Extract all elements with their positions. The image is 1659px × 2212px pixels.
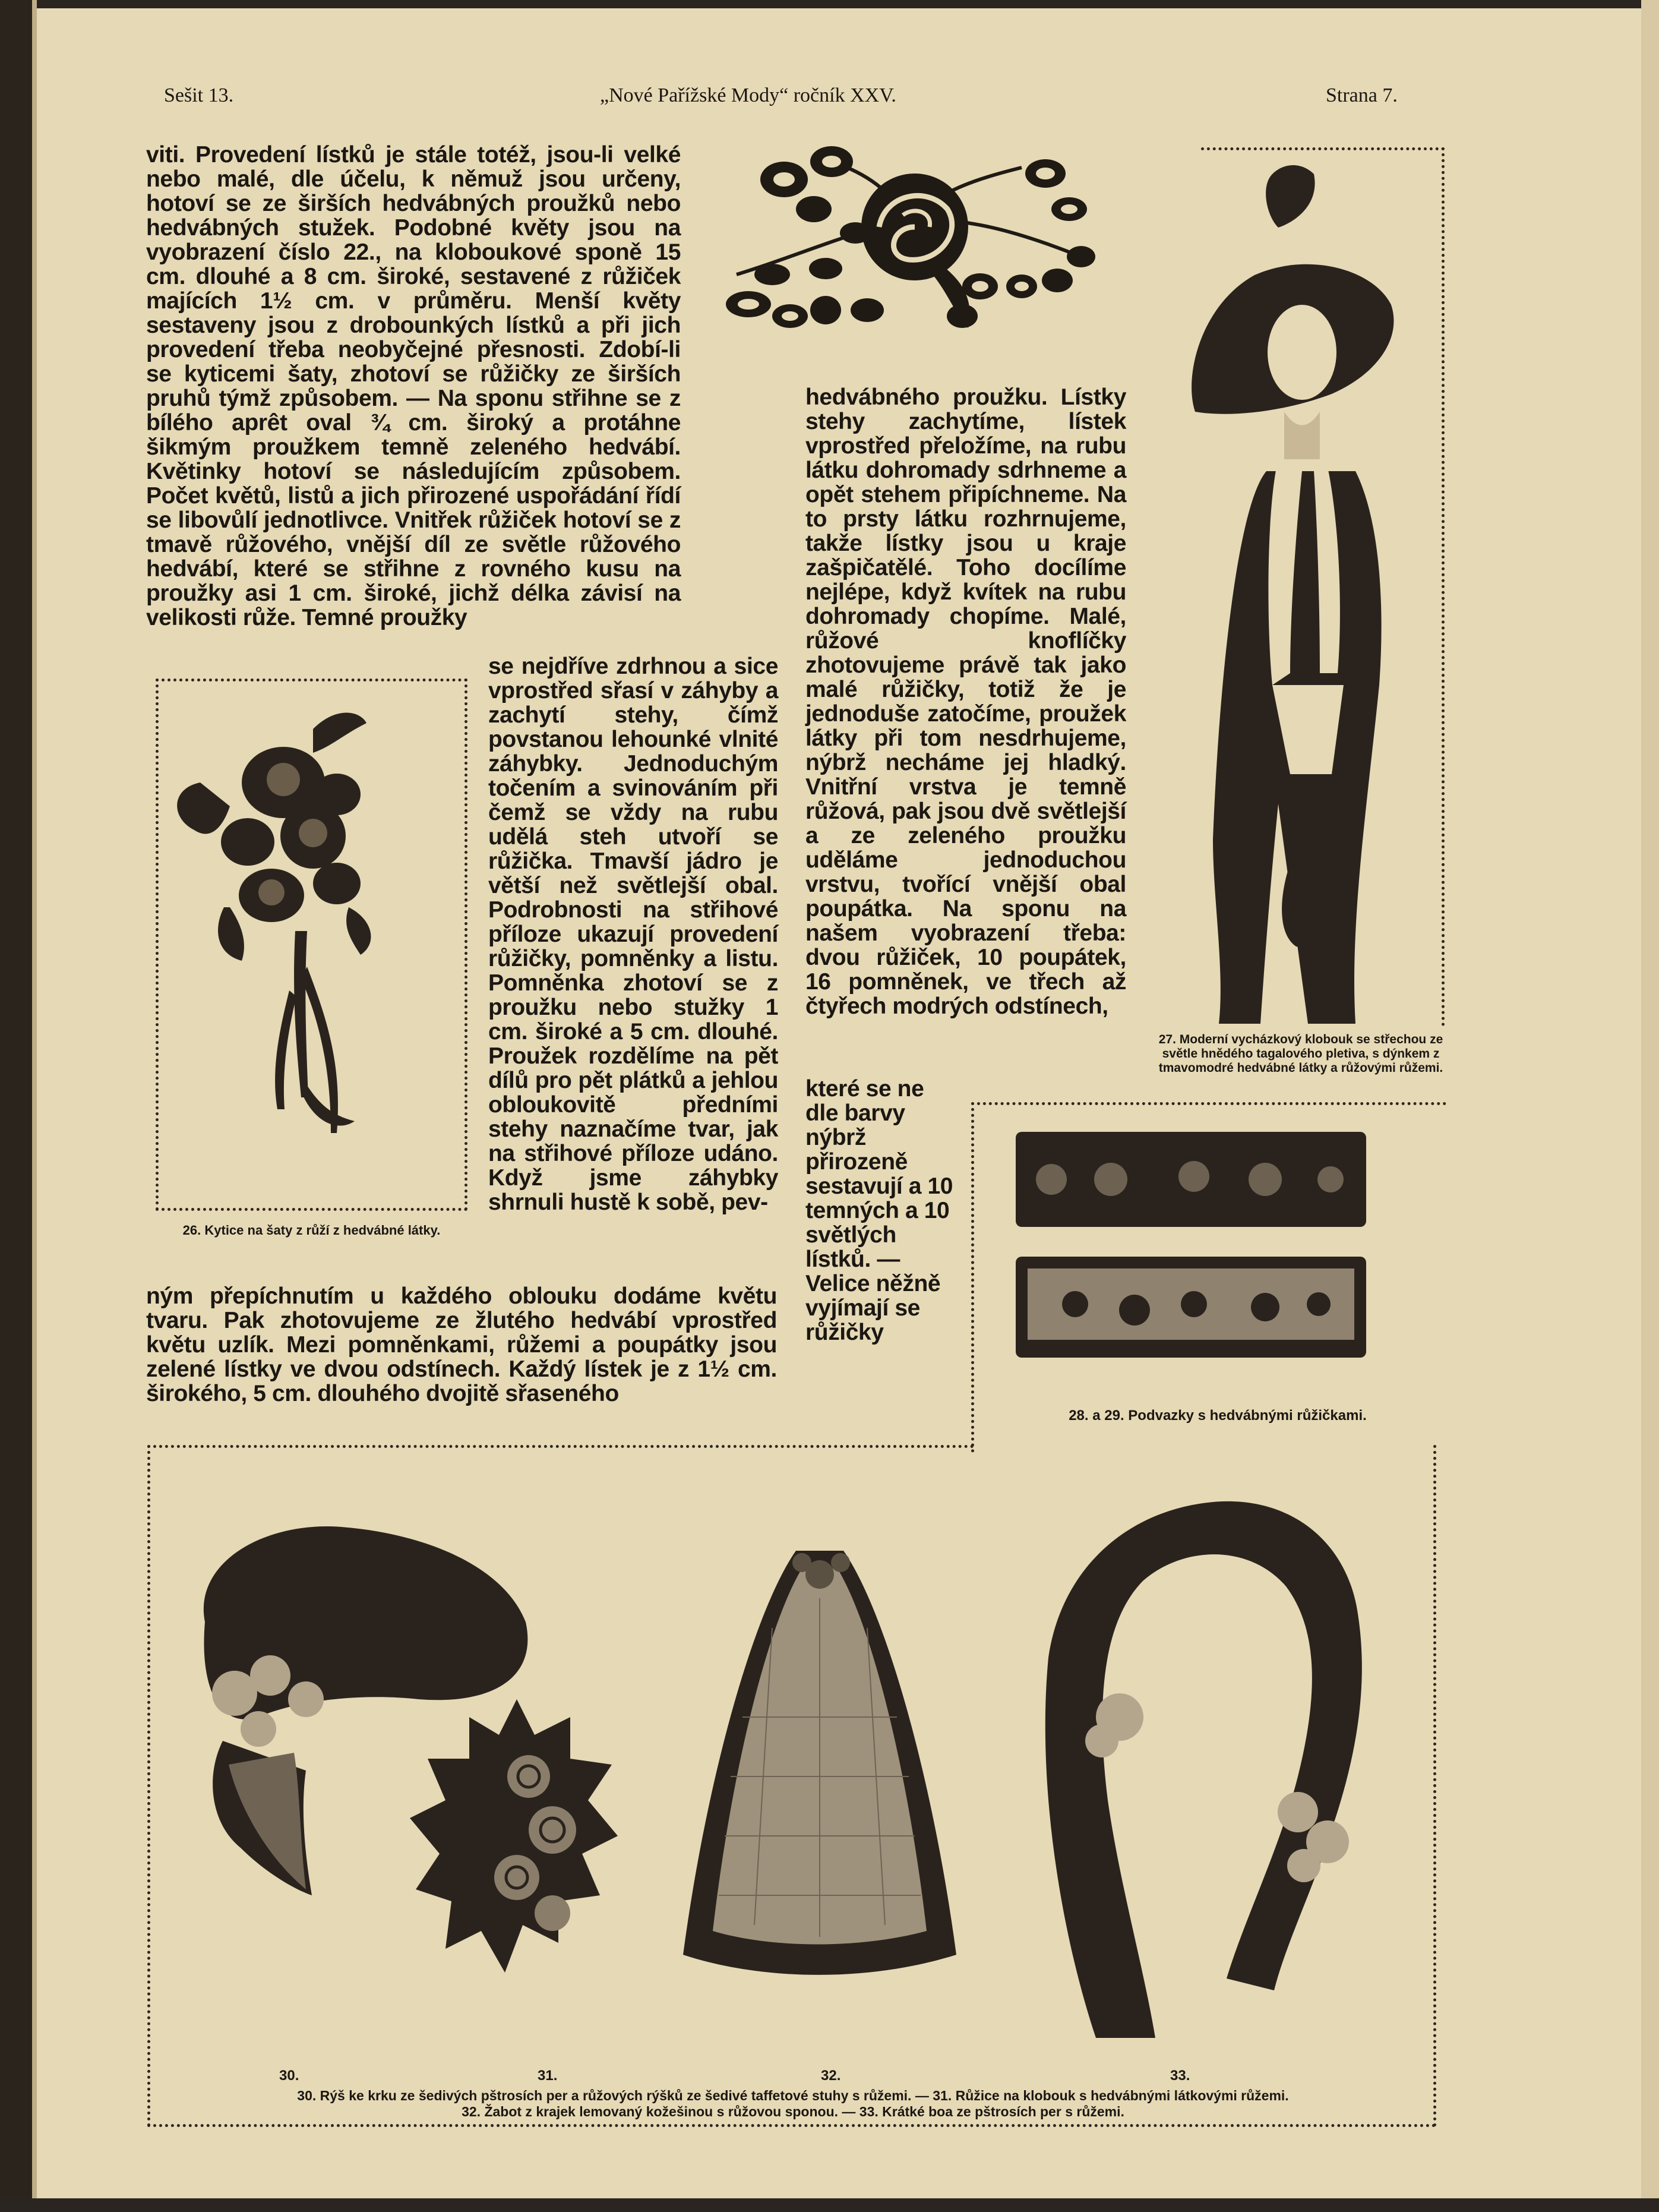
article-text-col1-bottom: ným přepíchnutím u každého oblouku dodáme květu tvaru. Pak zhotovujeme ze žlutého hedvábí vprostřed květu uzlík. Mezi pomněnkami, růžemi a poupátky jsou zelené lístky ve dvou odstínech. Každý lístek je z 1½ cm. širokého, 5 cm. dlouhého dvojitě sřaseného	[146, 1283, 777, 1406]
scan-border-left-inner	[32, 0, 37, 2212]
article-text-col2-top: hedvábného proužku. Lístky stehy zachytíme, lístek vprostřed přeložíme, na rubu látku dohromady sdrhneme a opět stehem připíchneme. Na to prsty látku rozhrnujeme, takže lístky jsou u kraje zašpičatělé. Toho docílíme nejlépe, když kvítek na rubu dohromady chopíme. Malé, růžové knoflíčky zhotovujeme právě tak jako malé růžičky, totiž že je jednoduše zatočíme, proužek látky při tom nesdrhujeme, nýbrž necháme jej hladký. Vnitřní vrstva je temně růžová, pak jsou dvě světlejší a ze zeleného proužku uděláme jednoduchou vrstvu, tvořící vnější obal poupátka. Na sponu na našem vyobrazení třeba: dvou růžiček, 10 poupátek, 16 pomněnek, ve třech až čtyřech modrých odstínech,	[805, 384, 1126, 1019]
figure-26-caption: 26. Kytice na šaty z růží z hedvábné látky.	[182, 1223, 441, 1238]
woman-hat-illustration	[1177, 150, 1415, 1024]
boa-photo	[1025, 1456, 1393, 2050]
figure-28-29-caption: 28. a 29. Podvazky s hedvábnými růžičkami.	[1069, 1408, 1367, 1424]
figure-30-number: 30.	[279, 2068, 299, 2084]
figure-27-frame	[1201, 147, 1445, 1027]
garter-photo	[1016, 1132, 1372, 1358]
figure-27-caption: 27. Moderní vycházkový klobouk se střechou ze světle hnědého tagalového pletiva, s dýnkem z tmavomodré hedvábné látky a růžovými růžemi.	[1158, 1033, 1443, 1075]
scan-border-bottom	[0, 2198, 1659, 2212]
scan-border-right	[1641, 0, 1659, 2212]
article-text-col1-top: viti. Provedení lístků je stále totéž, jsou-li velké nebo malé, dle účelu, k němuž jsou určeny, hotoví se ze širších hedvábných proužků nebo hedvábných stužek. Podobné květy jsou na vyobrazení číslo 22., na kloboukové sponě 15 cm. dlouhé a 8 cm. široké, sestavené z růžiček majících 1½ cm. v průměru. Menší květy sestaveny jsou z drobounkých lístků a při jich provedení třeba neobyčejné přesnosti. Zdobí-li se kyticemi šaty, zhotoví se růžičky ze širších pruhů týmž způsobem. — Na sponu střihne se z bílého aprêt oval ¾ cm. široký a protáhne šikmým proužkem temně zeleného hedvábí. Květinky hotoví se následujícím způsobem. Počet květů, listů a jich přirozené uspořádání řídí se libovůlí jednotlivce. Vnitřek růžiček hotoví se z tmavě růžového, vnější díl ze světle růžového hedvábí, které se střihne z rovného kusu na proužky asi 1 cm. široké, jichž délka závisí na velikosti růže. Temné proužky	[146, 142, 681, 630]
article-text-col1-narrow: se nejdříve zdrhnou a sice vprostřed sřasí v záhyby a zachytí stehy, čímž povstanou lehounké vlnité záhybky. Jednoduchým točením a svinováním při čemž se vždy na rubu udělá steh utvoří se růžička. Tmavší jádro je větší než světlejší obal. Podrobnosti na střihové příloze ukazují provedení růžičky, pomněnky a listu. Pomněnka zhotoví se z proužku nebo stužky 1 cm. široké a 5 cm. dlouhé. Proužek rozdělíme na pět dílů pro pět plátků a jehlou obloukovitě předními stehy naznačíme tvar, jak na střihové příloze udáno. Když jsme záhybky shrnuli hustě k sobě, pev-	[488, 654, 778, 1215]
journal-title: „Nové Pařížské Mody“ ročník XXV.	[600, 84, 896, 106]
figure-32-number: 32.	[821, 2068, 841, 2084]
issue-number: Sešit 13.	[164, 84, 234, 106]
figures-30-33-caption-line1: 30. Rýš ke krku ze šedivých pštrosích per a růžových rýšků ze šedivé taffetové stuhy s růžemi. — 31. Růžice na klobouk s hedvábnými látkovými růžemi.	[297, 2088, 1289, 2103]
scan-border-left	[0, 0, 32, 2212]
scan-border-top	[0, 0, 1659, 8]
frame-top-dots	[147, 1445, 974, 1448]
bouquet-photo	[159, 681, 459, 1202]
figures-30-33-caption-line2: 32. Žabot z krajek lemovaný kožešinou s růžovou sponou. — 33. Krátké boa ze pštrosích per s růžemi.	[462, 2104, 1124, 2119]
figure-33-number: 33.	[1170, 2068, 1190, 2084]
rose-brooch-illustration	[713, 138, 1105, 340]
page-number: Strana 7.	[1326, 84, 1398, 106]
jabot-photo	[683, 1539, 956, 1990]
rosette-photo	[410, 1699, 624, 1984]
figure-31-number: 31.	[538, 2068, 558, 2084]
article-text-col2-narrow: které se ne dle barvy nýbrž přirozeně sestavují a 10 temných a 10 světlých lístků. — Velice něžně vyjímají se růžičky	[805, 1076, 953, 1345]
figure-26-frame	[156, 679, 467, 1211]
figure-28-29-frame	[971, 1102, 1446, 1453]
